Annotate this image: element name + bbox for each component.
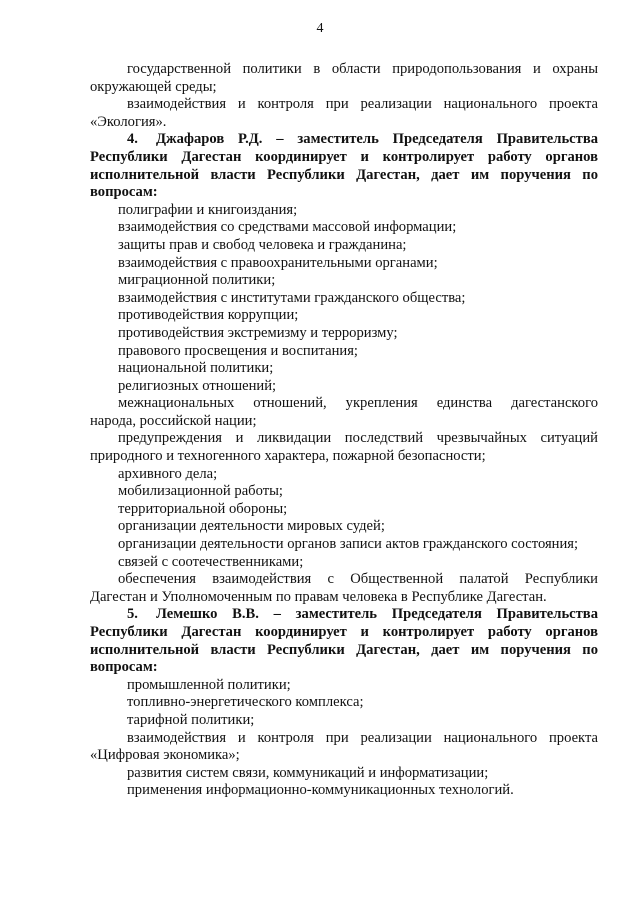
- intro-p2-line1: взаимодействия и контроля при реализации национального проекта: [127, 96, 598, 113]
- section5-heading-start: Лемешко В.В. – заместитель Председателя Правительства: [155, 606, 598, 623]
- section4-list-2: [90, 466, 598, 572]
- list-item: организации деятельности органов записи актов гражданского состояния;: [118, 536, 579, 553]
- interethnic-line2: народа, российской нации;: [90, 412, 257, 429]
- digital-line2: «Цифровая экономика»;: [90, 747, 240, 764]
- list-item: развития систем связи, коммуникаций и информатизации;: [127, 764, 489, 781]
- section5-list-2: [90, 765, 598, 800]
- emergency-line2: природного и техногенного характера, пожарной безопасности;: [90, 448, 486, 465]
- list-item: мобилизационной работы;: [118, 483, 283, 500]
- chamber-line2: Дагестан и Уполномоченным по правам человека в Республике Дагестан.: [90, 588, 547, 605]
- section5-heading-rest: Республики Дагестан координирует и контролирует работу органов исполнительной власти Республики Дагестан, дает им поручения по вопросам:: [90, 624, 598, 676]
- list-item: применения информационно-коммуникационных технологий.: [127, 782, 514, 799]
- section4-heading-line1: [90, 131, 598, 149]
- list-item: промышленной политики;: [127, 676, 291, 693]
- section4-list: [90, 202, 598, 396]
- list-item: взаимодействия со средствами массовой информации;: [118, 219, 457, 236]
- list-item: организации деятельности мировых судей;: [118, 518, 385, 535]
- list-item: связей с соотечественниками;: [118, 553, 304, 570]
- list-item: топливно-энергетического комплекса;: [127, 694, 364, 711]
- section4-number: 4.: [127, 131, 138, 148]
- list-item: взаимодействия с правоохранительными органами;: [118, 254, 438, 271]
- intro-p1-line1: государственной политики в области природопользования и охраны: [127, 61, 598, 77]
- section5-list: [90, 677, 598, 730]
- section4-heading-start: Джафаров Р.Д. – заместитель Председателя Правительства: [155, 131, 598, 148]
- chamber-line1: обеспечения взаимодействия с Общественной палатой Республики: [118, 571, 598, 588]
- list-item: территориальной обороны;: [118, 500, 288, 517]
- page-number: 4: [316, 21, 324, 36]
- intro-p2-line2: «Экология».: [90, 113, 167, 130]
- list-item: противодействия экстремизму и терроризму;: [118, 324, 398, 341]
- page-content: [90, 61, 598, 800]
- emergency-line1: предупреждения и ликвидации последствий чрезвычайных ситуаций: [118, 430, 598, 447]
- interethnic-line1: межнациональных отношений, укрепления единства дагестанского: [118, 395, 598, 412]
- section5-heading-line1: [90, 606, 598, 624]
- list-item: полиграфии и книгоиздания;: [118, 201, 298, 218]
- list-item: защиты прав и свобод человека и гражданина;: [118, 236, 407, 253]
- digital-line1: взаимодействия и контроля при реализации национального проекта: [127, 729, 598, 746]
- list-item: миграционной политики;: [118, 272, 276, 289]
- section5-number: 5.: [127, 606, 138, 623]
- list-item: взаимодействия с институтами гражданского общества;: [118, 289, 466, 306]
- list-item: религиозных отношений;: [118, 377, 277, 394]
- list-item: тарифной политики;: [127, 711, 255, 728]
- list-item: правового просвещения и воспитания;: [118, 342, 358, 359]
- intro-p1-line2: окружающей среды;: [90, 78, 217, 95]
- list-item: противодействия коррупции;: [118, 307, 299, 324]
- list-item: национальной политики;: [118, 360, 274, 377]
- section4-heading-rest: Республики Дагестан координирует и контролирует работу органов исполнительной власти Республики Дагестан, дает им поручения по вопросам:: [90, 148, 598, 201]
- list-item: архивного дела;: [118, 465, 218, 482]
